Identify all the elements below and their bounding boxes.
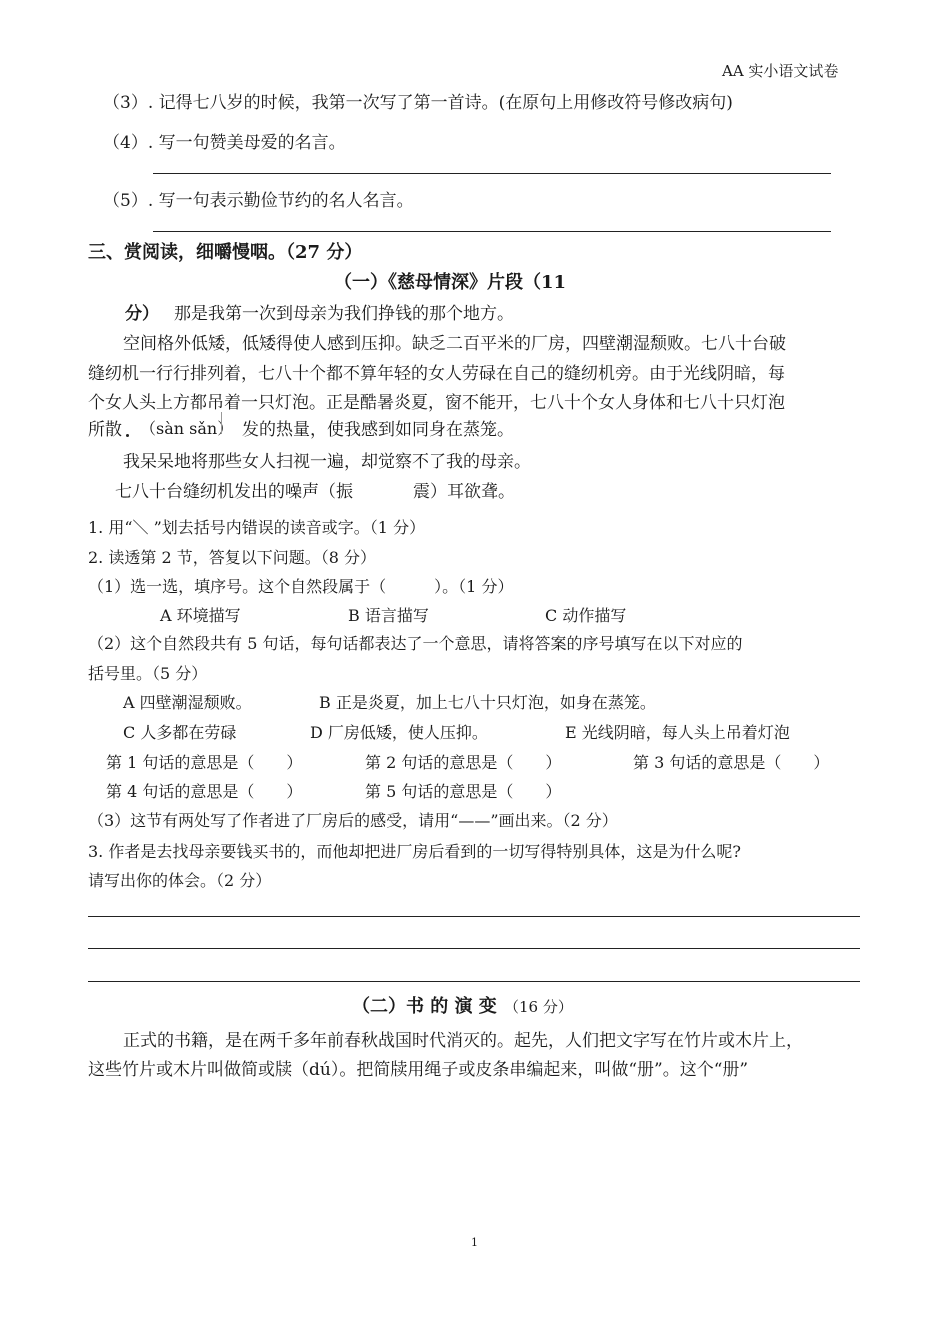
passage-line: 我呆呆地将那些女人扫视一遍，却觉察不了我的母亲。 <box>123 452 531 472</box>
passage-line: 发的热量，使我感到如同身在蒸笼。 <box>242 420 514 440</box>
pinyin-choice-1[interactable]: （sàn sǎn） <box>140 419 234 438</box>
passage-line: 那是我第一次到母亲为我们挣钱的那个地方。 <box>174 304 514 324</box>
question-2: 2. 读透第 2 节，答复以下问题。（8 分） <box>88 548 376 567</box>
option: E 光线阴暗，每人头上吊着灯泡 <box>565 723 790 742</box>
passage-line: 震）耳欲聋。 <box>413 482 515 502</box>
option: B 正是炎夏，加上七八十只灯泡，如身在蒸笼。 <box>319 693 656 712</box>
answer-line-2-5[interactable] <box>153 231 831 232</box>
option: A 四壁潮湿颓败。 <box>123 693 252 712</box>
answer-line[interactable] <box>88 916 860 917</box>
passage-line: 正式的书籍，是在两千多年前春秋战国时代消灭的。起先，人们把文字写在竹片或木片上， <box>123 1031 803 1051</box>
option[interactable]: B 语言描写 <box>348 606 429 625</box>
answer-line-2-4[interactable] <box>153 173 831 174</box>
question-2-1: （1）选一选，填序号。这个自然段属于（ ）。（1 分） <box>88 577 514 596</box>
emphasis-dot <box>126 434 129 437</box>
cursor-bar <box>221 412 222 434</box>
passage-line: 这些竹片或木片叫做简或牍（dú）。把简牍用绳子或皮条串编起来，叫做“册”。这个“册” <box>88 1060 749 1080</box>
passage-line: 缝纫机一行行排列着，七八十个都不算年轻的女人劳碌在自己的缝纫机旁。由于光线阴暗，每 <box>88 364 785 384</box>
question-1: 1. 用“＼ ”划去括号内错误的读音或字。（1 分） <box>88 518 426 537</box>
option: D 厂房低矮，使人压抑。 <box>310 723 488 742</box>
option[interactable]: A 环境描写 <box>160 606 241 625</box>
question-3: 3. 作者是去找母亲要钱买书的，而他却把进厂房后看到的一切写得特别具体，这是为什么呢? <box>88 842 741 861</box>
passage-1-title-cont: 分） <box>125 304 159 324</box>
passage-1-title: （一）《慈母情深》片段（11 <box>334 272 567 293</box>
section-3-title: 三、赏阅读，细嚼慢咽。（27 分） <box>88 242 363 263</box>
passage-2-title: （二）书 的 演 变 <box>352 996 497 1017</box>
passage-line: 七八十台缝纫机发出的噪声（振 <box>115 482 353 502</box>
question-3-cont: 请写出你的体会。（2 分） <box>88 871 272 890</box>
question-2-2: （2）这个自然段共有 5 句话，每句话都表达了一个意思，请将答案的序号填写在以下对应的 <box>88 634 743 653</box>
passage-line: 空间格外低矮，低矮得使人感到压抑。缺乏二百平米的厂房，四壁潮湿颓败。七八十台破 <box>123 334 786 354</box>
answer-slot[interactable]: 第 3 句话的意思是（ ） <box>633 753 830 772</box>
answer-slot[interactable]: 第 5 句话的意思是（ ） <box>365 782 562 801</box>
answer-line[interactable] <box>88 948 860 949</box>
option[interactable]: C 动作描写 <box>545 606 627 625</box>
answer-slot[interactable]: 第 2 句话的意思是（ ） <box>365 753 562 772</box>
header-title: AA 实小语文试卷 <box>722 62 839 80</box>
question-2-3: （3）. 记得七八岁的时候，我第一次写了第一首诗。(在原句上用修改符号修改病句) <box>103 93 733 113</box>
passage-line: 个女人头上方都吊着一只灯泡。正是酷暑炎夏，窗不能开，七八十个女人身体和七八十只灯泡 <box>88 393 785 413</box>
page-number: 1 <box>471 1236 478 1249</box>
answer-slot[interactable]: 第 1 句话的意思是（ ） <box>106 753 303 772</box>
passage-line: 所散 <box>88 420 122 440</box>
answer-slot[interactable]: 第 4 句话的意思是（ ） <box>106 782 303 801</box>
question-2-2-cont: 括号里。（5 分） <box>88 664 208 683</box>
question-2-3: （3）这节有两处写了作者进了厂房后的感受，请用“——”画出来。（2 分） <box>88 811 618 830</box>
question-2-4: （4）. 写一句赞美母爱的名言。 <box>103 133 346 153</box>
option: C 人多都在劳碌 <box>123 723 237 742</box>
passage-2-score: （16 分） <box>504 998 573 1016</box>
question-2-5: （5）. 写一句表示勤俭节约的名人名言。 <box>103 191 414 211</box>
answer-line[interactable] <box>88 981 860 982</box>
